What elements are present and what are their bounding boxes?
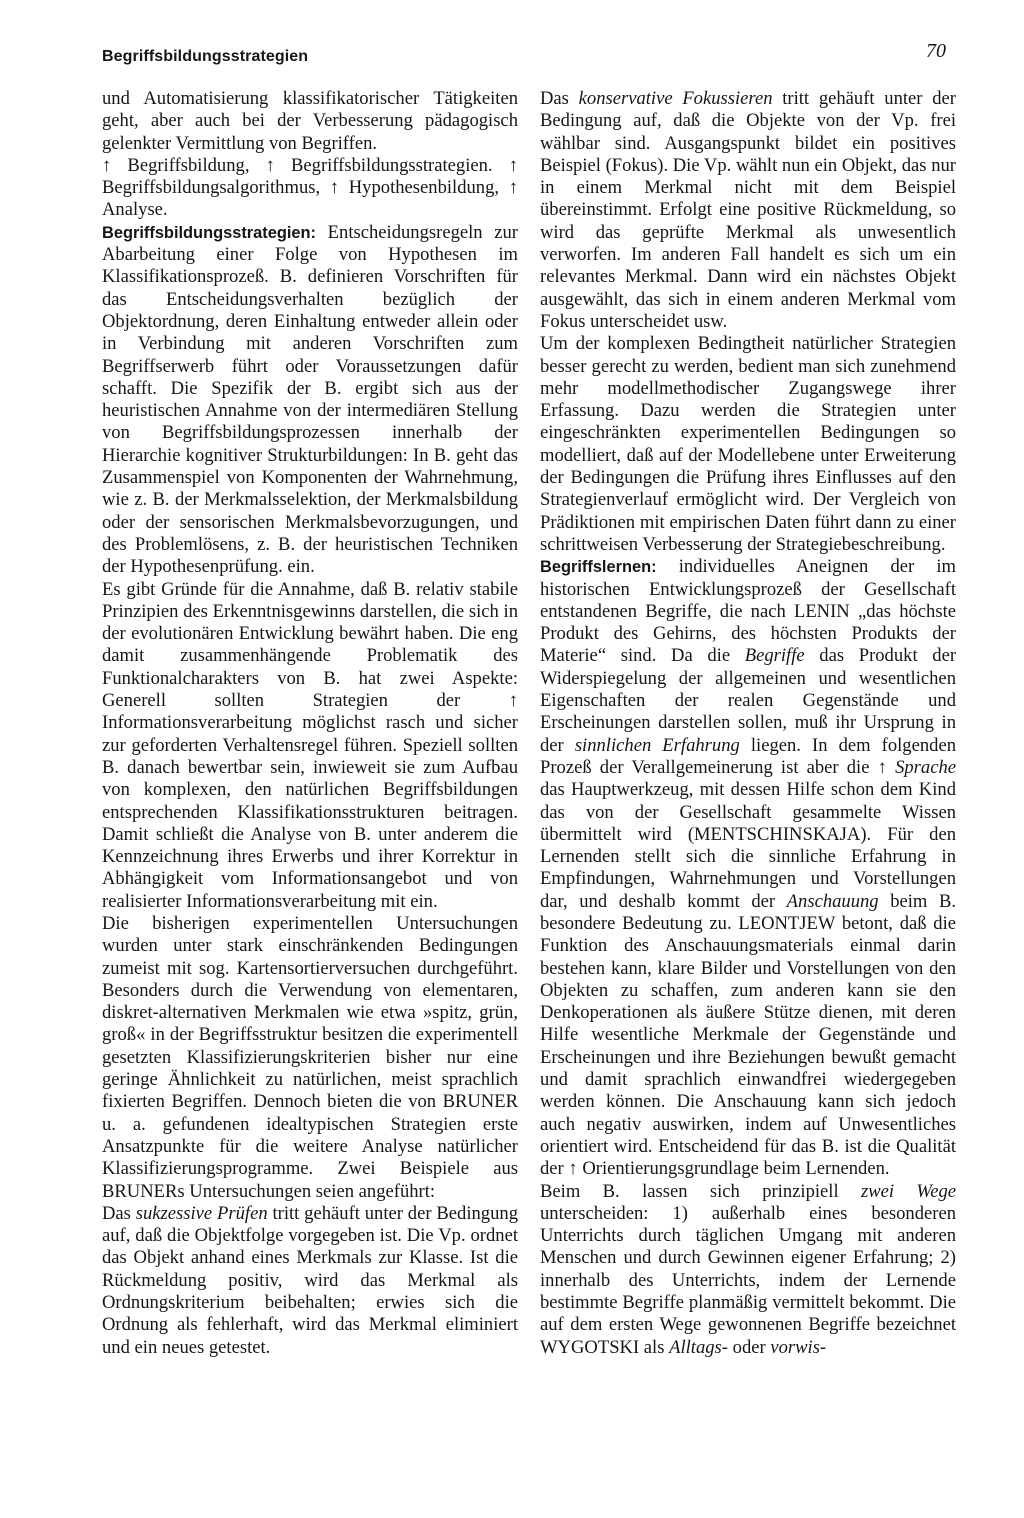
paragraph-continuation: und Automatisierung klassifikatorischer Tätigkeiten geht, aber auch bei der Verbesserung pädagogisch gelenkter Vermittlung von Begriffen. xyxy=(102,88,518,154)
entry-begriffsbildungsstrategien xyxy=(102,222,518,579)
text-run: oder xyxy=(728,1336,771,1358)
entry-definition: Entscheidungsregeln zur Abarbeitung einer Folge von Hypothesen im Klassifikationsprozeß. B. definieren Vorschriften für das Entscheidungsverhalten bezüglich der Objektordnung, deren Einhaltung entweder allein oder in Verbindung mit anderen Vorschriften zum Begriffserwerb führt oder Voraussetzungen dafür schafft. Die Spezifik der B. ergibt sich aus der heuristischen Annahme von der intermediären Stellung von Begriffsbildungsprozessen innerhalb der Hierarchie kognitiver Strukturbildungen: In B. geht das Zusammenspiel von Komponenten der Wahrnehmung, wie z. B. der Merkmalsselektion, der Merkmalsbildung oder der sensorischen Merkmalsbevorzugungen, und des Problemlösens, z. B. der heuristischen Techniken der Hypothesenprüfung. ein. xyxy=(102,221,518,578)
text-run: das Produkt der Widerspiegelung der allgemeinen und wesentlichen Eigenschaften der realen Gegenstände und Erscheinungen darstellen sollen, muß ihr Ursprung in der xyxy=(540,645,957,756)
paragraph: Es gibt Gründe für die Annahme, daß B. relativ stabile Prinzipien des Erkenntnisgewinns darstellen, die sich in der evolutionären Entwicklung bewährt haben. Die eng damit zusammenhängende Problematik des Funktionalcharakters von B. hat zwei Aspekte: Generell sollten Strategien der ↑ Informationsverarbeitung möglichst rasch und sicher zur geforderten Verhaltensregel führen. Speziell sollten B. danach bewertbar sein, inwieweit sie zum Aufbau von komplexen, den natürlichen Begriffsbildungen entsprechenden Klassifikationsstrukturen beitragen. Damit schließt die Analyse von B. unter anderem die Kennzeichnung ihres Erwerbs und ihrer Korrektur in Abhängigkeit vom Informationsangebot und von realisierter Informationsverarbeitung mit ein. xyxy=(102,578,518,912)
text-run: das Hauptwerkzeug, mit dessen Hilfe schon dem Kind das von der Gesellschaft gesammelte Wissen übermittelt wird (MENTSCHINSKAJA). Für den Lernenden stellt sich die sinnliche Erfahrung in Empfindungen, Wahrnehmungen und Vorstellungen dar, und deshalb kommt der xyxy=(540,779,956,912)
text-run: tritt gehäuft unter der Bedingung auf, daß die Objektfolge vorgegeben ist. Die Vp. ordnet das Objekt anhand eines Merkmals zur Klasse. Ist die Rückmeldung positiv, wird das Merkmal als Ordnungskriterium beibehalten; erwies sich die Ordnung als fehlerhaft, wird das Merkmal eliminiert und ein neues getestet. xyxy=(102,1202,518,1358)
text-run: tritt gehäuft unter der Bedingung auf, daß die Objekte von der Vp. frei wählbar sind. Ausgangspunkt bildet ein positives Beispiel (Fokus). Die Vp. wählt nun ein Objekt, das nur in einem Merkmal nicht mit dem Beispiel übereinstimmt. Erfolgt eine positive Rückmeldung, so wird das geprüfte Merkmal als unwesentlich verworfen. Im anderen Fall handelt es sich um ein relevantes Merkmal. Dann wird ein nächstes Objekt ausgewählt, das sich in einem anderen Merkmal vom Fokus unterscheidet usw. xyxy=(540,88,956,332)
right-column xyxy=(540,88,956,1359)
emphasis: zwei Wege xyxy=(860,1180,956,1202)
text-run: beim B. besondere Bedeutung zu. LEONTJEW betont, daß die Funktion des Anschauungsmaterials einmal darin bestehen kann, klare Bilder und Vorstellungen von den Objekten zu schaffen, zum anderen kann sie den Denkoperationen als äußere Stütze dienen, mit deren Hilfe wesentliche Merkmale der Gegenstände und Erscheinungen und ihre Beziehungen bewußt gemacht und damit sprachlich einwandfrei wiedergegeben werden können. Die Anschauung kann sich jedoch auch negativ auswirken, indem auf Unwesentliches orientiert wird. Entscheidend für das B. ist die Qualität der ↑ Orientierungsgrundlage beim Lernenden. xyxy=(540,890,956,1180)
paragraph xyxy=(540,1181,956,1359)
emphasis: sinnlichen Erfahrung xyxy=(574,734,740,756)
text-run: unterscheiden: 1) außerhalb eines besonderen Unterrichts durch täglichen Umgang mit anderen Menschen und durch Gewinnen eigener Erfahrung; 2) innerhalb des Unterrichts, indem der Lernende bestimmte Begriffe planmäßig vermittelt bekommt. Die auf dem ersten Wege gewonnenen Begriffe bezeichnet WYGOTSKI als xyxy=(540,1202,956,1358)
emphasis: vorwis- xyxy=(770,1336,827,1358)
text-run: individuelles Aneignen der im historischen Entwicklungsprozeß der Gesellschaft entstandenen Begriffe, die nach LENIN „das höchste Produkt des Gehirns, des höchsten Produkts der Materie“ sind. Da die xyxy=(540,556,956,667)
cross-references: ↑ Begriffsbildung, ↑ Begriffsbildungsstrategien. ↑ Begriffsbildungsalgorithmus, ↑ Hypothesenbildung, ↑ Analyse. xyxy=(102,154,518,221)
paragraph: Um der komplexen Bedingtheit natürlicher Strategien besser gerecht zu werden, bedient man sich zunehmend mehr modellmethodischer Zugangswege ihrer Erfassung. Dazu werden die Strategien unter eingeschränkten experimentellen Bedingungen so modelliert, daß auf der Modellebene unter Erweiterung der Bedingungen die Prüfung ihres Einflusses auf den Strategienverlauf ermöglicht wird. Der Vergleich von Prädiktionen mit empirischen Daten führt dann zu einer schrittweisen Verbesserung der Strategiebeschreibung. xyxy=(540,333,956,555)
emphasis: Alltags- xyxy=(669,1336,728,1358)
text-run: Beim B. lassen sich prinzipiell xyxy=(540,1180,861,1202)
emphasis: Anschauung xyxy=(786,890,879,912)
emphasis: sukzessive Prüfen xyxy=(135,1202,268,1224)
paragraph: Die bisherigen experimentellen Untersuchungen wurden unter stark einschränkenden Bedingungen zumeist mit sog. Kartensortierversuchen durchgeführt. Besonders durch die Verwendung von elementaren, diskret-alternativen Merkmalen wie etwa »spitz, grün, groß« in der Begriffsstruktur besitzen die experimentell gesetzten Klassifizierungskriterien bisher nur eine geringe Ähnlichkeit zu natürlichen, meist sprachlich fixierten Begriffen. Dennoch bieten die von BRUNER u. a. gefundenen idealtypischen Strategien erste Ansatzpunkte für die weitere Analyse natürlicher Klassifizierungsprogramme. Zwei Beispiele aus BRUNERs Untersuchungen seien angeführt: xyxy=(102,912,518,1202)
running-head: Begriffsbildungsstrategien xyxy=(102,48,309,65)
left-column xyxy=(102,88,518,1359)
entry-begriffslernen xyxy=(540,556,956,1180)
text-run: liegen. In dem folgenden Prozeß der Verallgemeinerung ist aber die ↑ xyxy=(540,734,956,778)
emphasis: Sprache xyxy=(895,756,956,778)
entry-term: Begriffsbildungsstrategien: xyxy=(102,223,317,242)
emphasis: Begriffe xyxy=(744,645,805,667)
entry-term: Begriffslernen: xyxy=(540,558,657,577)
paragraph xyxy=(102,1203,518,1359)
paragraph xyxy=(540,88,956,333)
emphasis: konservative Fokussieren xyxy=(578,88,773,109)
text-run: Das xyxy=(102,1202,136,1224)
page-number: 70 xyxy=(926,40,946,62)
text-run: Das xyxy=(540,88,579,109)
